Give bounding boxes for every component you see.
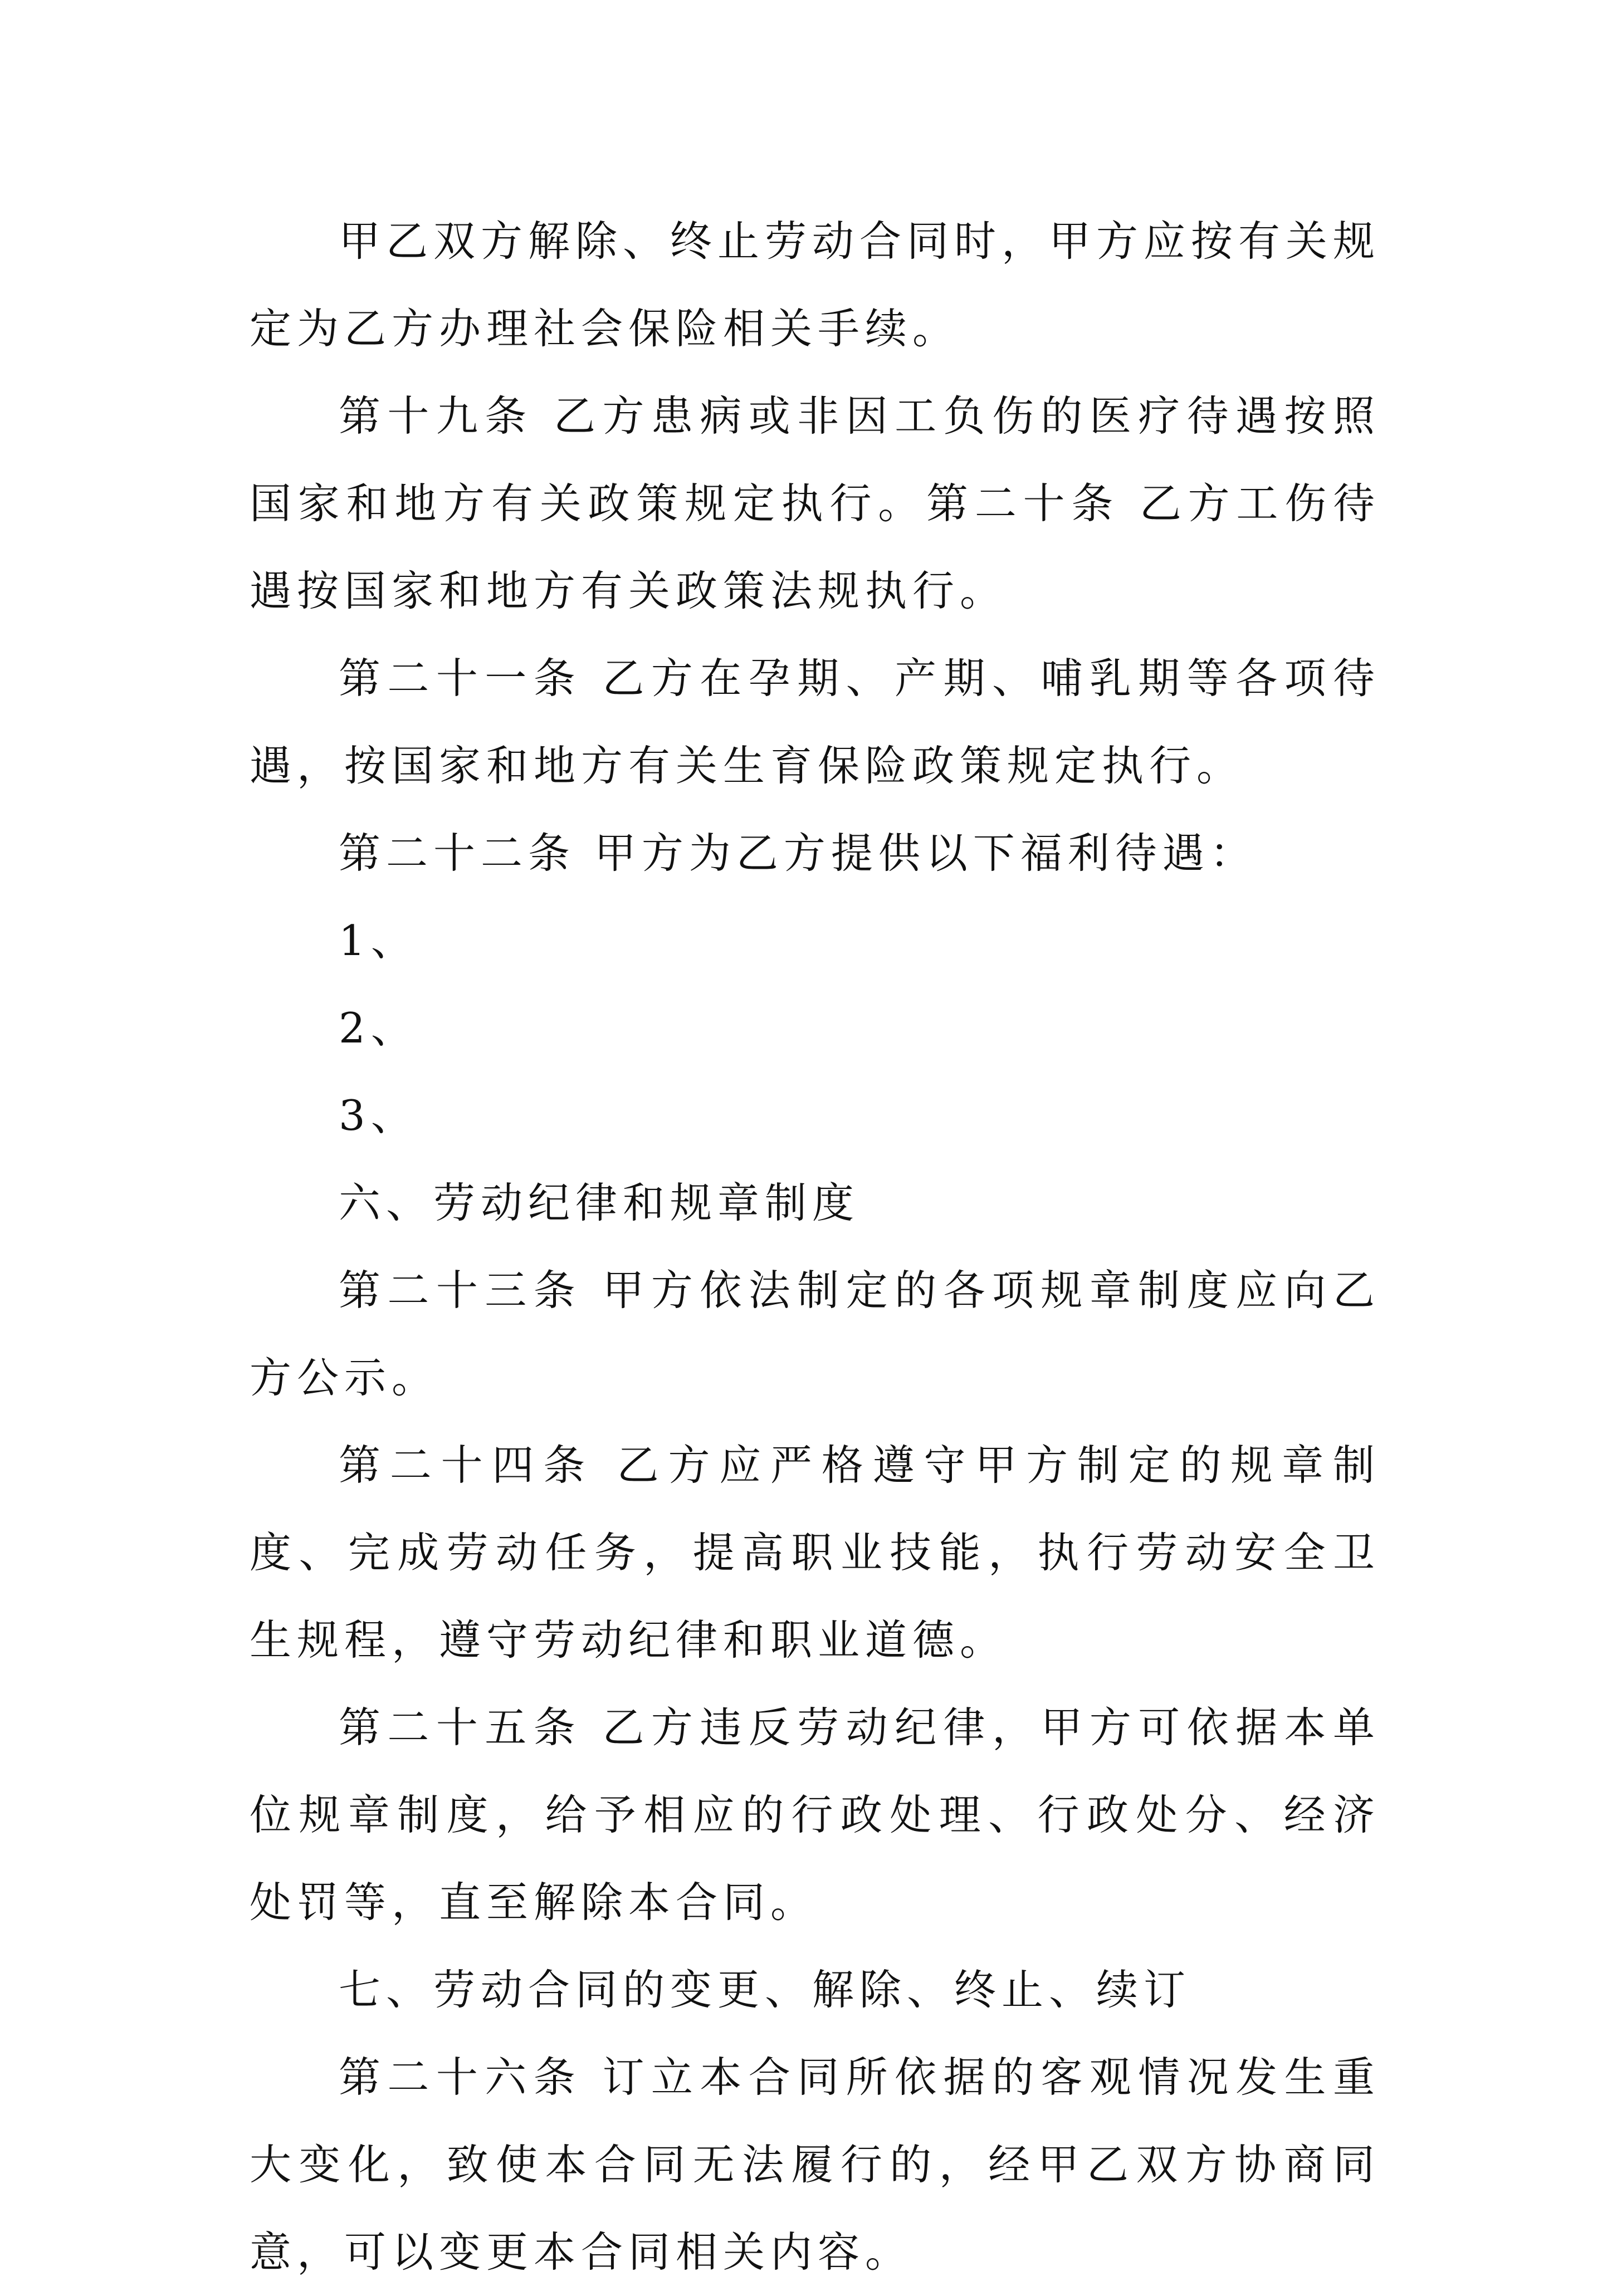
section-heading-6: 六、劳动纪律和规章制度 (339, 1178, 860, 1227)
paragraph-article-22: 第二十二条 甲方为乙方提供以下福利待遇： (339, 829, 1257, 878)
section-heading-7: 七、劳动合同的变更、解除、终止、续订 (339, 1965, 1191, 2014)
list-item-2: 2、 (339, 1003, 418, 1052)
paragraph-article-23: 第二十三条 甲方依法制定的各项规章制度应向乙方公示。 (250, 1266, 1380, 1402)
paragraph-insurance-procedures: 甲乙双方解除、终止劳动合同时，甲方应按有关规定为乙方办理社会保险相关手续。 (250, 217, 1381, 353)
list-item-1: 1、 (339, 916, 418, 965)
paragraph-article-21: 第二十一条 乙方在孕期、产期、哺乳期等各项待遇，按国家和地方有关生育保险政策规定执行。 (250, 654, 1380, 790)
paragraph-article-24: 第二十四条 乙方应严格遵守甲方制定的规章制度、完成劳动任务，提高职业技能，执行劳动安全卫生规程，遵守劳动纪律和职业道德。 (250, 1441, 1380, 1665)
document-body (250, 198, 1380, 2296)
paragraph-article-26: 第二十六条 订立本合同所依据的客观情况发生重大变化，致使本合同无法履行的，经甲乙双方协商同意，可以变更本合同相关内容。 (250, 2053, 1380, 2277)
paragraph-article-19-20: 第十九条 乙方患病或非因工负伤的医疗待遇按照国家和地方有关政策规定执行。第二十条 乙方工伤待遇按国家和地方有关政策法规执行。 (250, 391, 1380, 615)
list-item-3: 3、 (339, 1091, 418, 1140)
paragraph-article-25: 第二十五条 乙方违反劳动纪律，甲方可依据本单位规章制度，给予相应的行政处理、行政处分、经济处罚等，直至解除本合同。 (250, 1703, 1380, 1927)
